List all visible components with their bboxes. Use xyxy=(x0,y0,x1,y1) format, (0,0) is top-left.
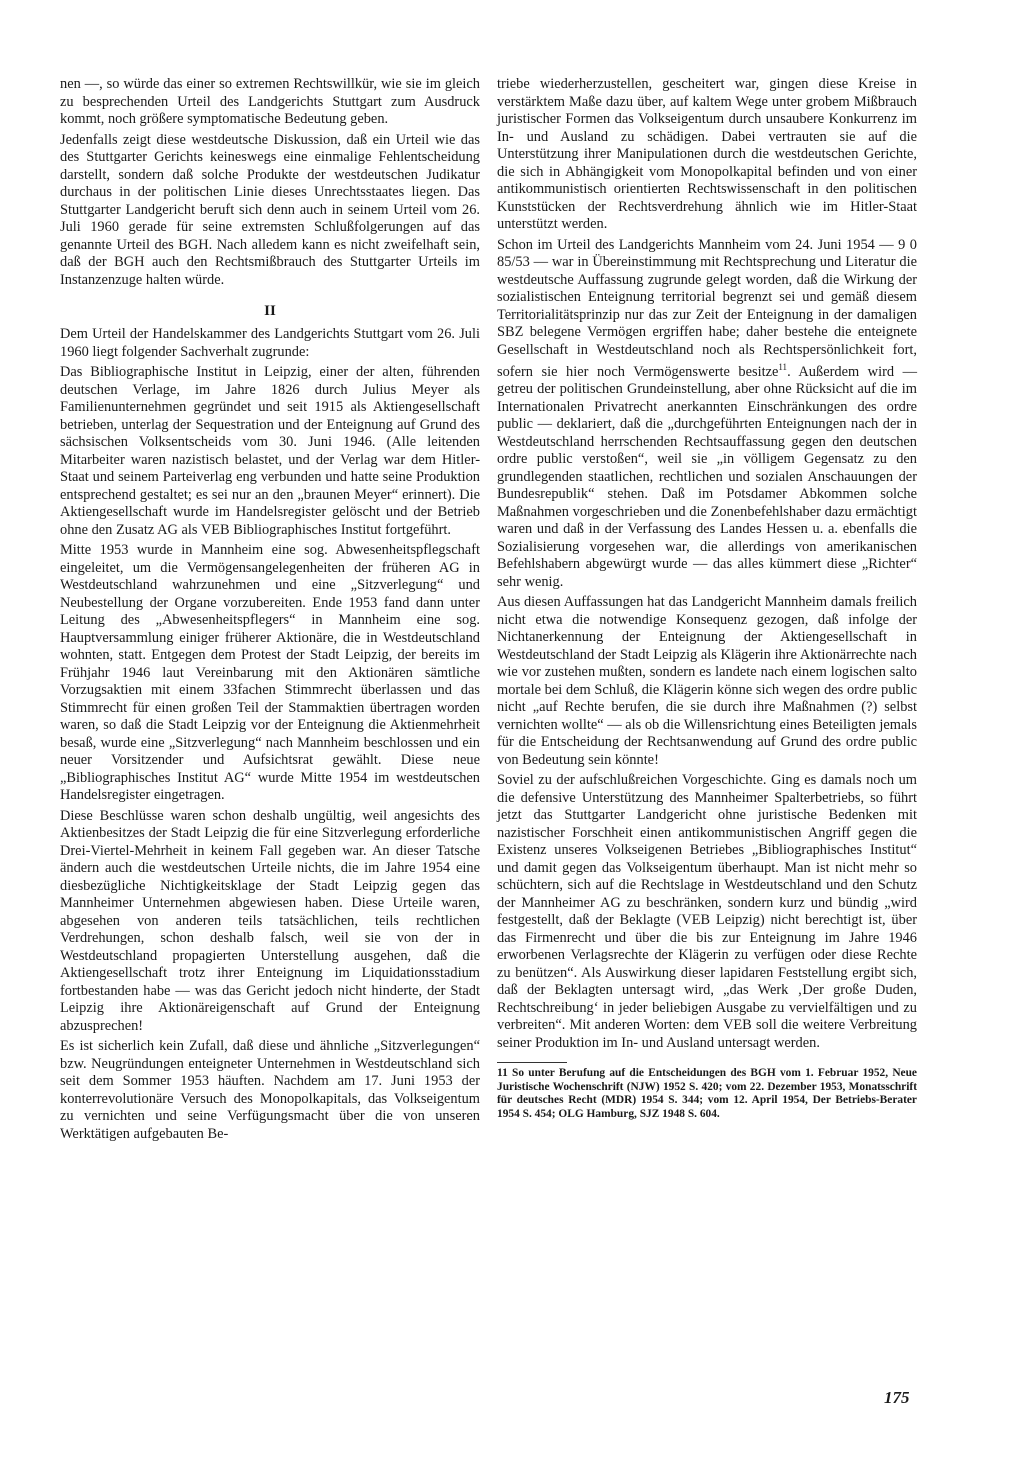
left-column xyxy=(60,76,480,1146)
paragraph: Es ist sicherlich kein Zufall, daß diese und ähnliche „Sitzverlegungen“ bzw. Neugründungen enteigneter Unternehmen in Westdeutschland sich seit dem Sommer 1953 häuften. Nachdem am 17. Juni 1953 der konterrevolutionäre Versuch des Monopolkapitals, das Volkseigentum zu vernichten und seine Verfügungsmacht über die von unseren Werktätigen aufgebauten Be- xyxy=(60,1038,480,1142)
paragraph: nen —, so würde das einer so extremen Rechtswillkür, wie sie im gleich zu besprechenden Urteil des Landgerichts Stuttgart zum Ausdruck kommt, noch größere symptomatische Bedeutung geben. xyxy=(60,76,480,127)
paragraph xyxy=(497,237,917,592)
footnote-divider xyxy=(497,1062,567,1063)
paragraph: Das Bibliographische Institut in Leipzig, einer der alten, führenden deutschen Verlage, im Jahre 1826 durch Julius Meyer als Familienunternehmen gegründet und seit 1915 als Aktiengesellschaft betrieben, unterlag der Sequestration und der Enteignung auf Grund des sächsischen Volksentscheids vom 30. Juni 1946. (Alle leitenden Mitarbeiter waren nazistisch belastet, und der Verlag war dem Hitler-Staat und seinem Parteiverlag eng verbunden und hatte seine Produktion entsprechend gestaltet; es sei nur an den „braunen Meyer“ erinnert). Die Aktiengesellschaft wurde im Handelsregister gelöscht und der Betrieb ohne den Zusatz AG als VEB Bibliographisches Institut fortgeführt. xyxy=(60,364,480,538)
paragraph-text: . Außerdem wird — getreu der politischen Grundeinstellung, aber ohne Rücksicht auf die im Internationalen Privatrecht anerkannten Einschränkungen des ordre public — deklariert, daß die „durchgeführten Enteignungen nach der in Westdeutschland herrschenden Rechtsauffassung gegen den deutschen ordre public verstoßen“, weil sie „in völligem Gegensatz zu den grundlegenden staatlichen, rechtlichen und sozialen Anschauungen der Bundesrepublik“ stehen. Daß im Potsdamer Abkommen solche Maßnahmen vorgeschrieben und die Zonenbefehlshaber dazu ermächtigt waren und daß in der Verfassung des Landes Hessen u. a. ebenfalls die Sozialisierung vorgesehen war, die allerdings von amerikanischen Befehlshabern abgewürgt wurde — das alles kümmert diese „Richter“ sehr wenig. xyxy=(497,363,917,590)
paragraph: Mitte 1953 wurde in Mannheim eine sog. Abwesenheitspflegschaft eingeleitet, um die Vermögensangelegenheiten der früheren AG in Westdeutschland wahrzunehmen und eine „Sitzverlegung“ und Neubestellung der Organe vorzubereiten. Ende 1953 fand dann unter Leitung des „Abwesenheitspflegers“ in Mannheim eine sog. Hauptversammlung einiger früherer Aktionäre, die in Westdeutschland wohnten, statt. Entgegen dem Protest der Stadt Leipzig, der bereits im Frühjahr 1946 laut Vereinbarung mit den Aktionären sämtliche Vorzugsaktien mit einem 33fachen Stimmrecht überlassen und das Stimmrecht für einen großen Teil der Stammaktien übertragen worden waren, so daß die Stadt Leipzig vor der Enteignung die Aktienmehrheit besaß, wurde eine „Sitzverlegung“ nach Mannheim beschlossen und ein neuer Vorsitzender und Aufsichtsrat gewählt. Diese neue „Bibliographisches Institut AG“ wurde Mitte 1954 im westdeutschen Handelsregister eingetragen. xyxy=(60,542,480,803)
page-number: 175 xyxy=(884,1388,910,1407)
paragraph-text: Schon im Urteil des Landgerichts Mannheim vom 24. Juni 1954 — 9 0 85/53 — war in Übereinstimmung mit Rechtsprechung und Literatur die westdeutsche Auffassung zugrunde gelegt worden, daß die Wirkung der sozialistischen Enteignung territorial begrenzt sei und gemäß diesem Territorialitätsprinzip nur das zur Zeit der Enteignung in der damaligen SBZ belegene Vermögen ergriffen habe; daher bestehe die enteignete Gesellschaft in Westdeutschland noch als Rechtspersönlichkeit fort, sofern sie hier noch Vermögenswerte besitze xyxy=(497,236,917,380)
footnote-reference: 11 xyxy=(778,362,788,372)
paragraph: Diese Beschlüsse waren schon deshalb ungültig, weil angesichts des Aktienbesitzes der Stadt Leipzig die für eine Sitzverlegung erforderliche Drei-Viertel-Mehrheit in keinem Fall gegeben war. An dieser Tatsche ändern auch die westdeutschen Urteile nichts, die im Jahre 1954 eine diesbezügliche Nichtigkeitsklage der Stadt Leipzig gegen das Mannheimer Unternehmen abgewiesen haben. Diese Urteile waren, abgesehen von anderen teils tatsächlichen, teils rechtlichen Verdrehungen, schon deshalb falsch, weil sie von der in Westdeutschland propagierten Unterstellung ausgehen, daß die Aktiengesellschaft trotz ihrer Enteignung im Liquidationsstadium fortbestanden habe — was das Gericht jedoch nicht hinderte, der Stadt Leipzig ihre Aktionäreigenschaft auf Grund der Enteignung abzusprechen! xyxy=(60,807,480,1034)
paragraph: Dem Urteil der Handelskammer des Landgerichts Stuttgart vom 26. Juli 1960 liegt folgender Sachverhalt zugrunde: xyxy=(60,326,480,360)
paragraph: Aus diesen Auffassungen hat das Landgericht Mannheim damals freilich nicht etwa die notwendige Konsequenz gezogen, daß infolge der Nichtanerkennung der Enteignung der Aktiengesellschaft in Westdeutschland der Stadt Leipzig als Klägerin ihre Aktionärrechte nach wie vor zustehen mußten, sondern es landete nach einem logischen salto mortale bei dem Schluß, die Klägerin könne sich wegen des ordre public nicht „auf Rechte berufen, die sie durch ihre Maßnahmen (?) selbst vernichten wollte“ — als ob die Willensrichtung eines Beteiligten jemals für die Entscheidung der Rechtsanwendung auf Grund des ordre public von Bedeutung sein könnte! xyxy=(497,594,917,768)
paragraph: Jedenfalls zeigt diese westdeutsche Diskussion, daß ein Urteil wie das des Stuttgarter Gerichts keineswegs eine einmalige Fehlentscheidung darstellt, sondern daß solche Produkte der westdeutschen Judikatur durchaus in der politischen Linie dieses Unrechtsstaates liegen. Das Stuttgarter Landgericht beruft sich denn auch in seinem Urteil vom 26. Juli 1960 gerade für seine extremsten Schlußfolgerungen auf das genannte Urteil des BGH. Nach alledem kann es nicht zweifelhaft sein, daß der BGH auch den Rechtsmißbrauch des Stuttgarter Urteils im Instanzenzuge halten würde. xyxy=(60,131,480,288)
section-heading: II xyxy=(264,303,276,319)
paragraph: Soviel zu der aufschlußreichen Vorgeschichte. Ging es damals noch um die defensive Unterstützung des Mannheimer Spalterbetriebs, so führt jetzt das Stuttgarter Landgericht ohne juristische Bedenken mit nazistischer Forschheit einen antikommunistischen Angriff gegen die Existenz unseres Volkseigenen Betriebes „Bibliographisches Institut“ und damit gegen das Volkseigentum überhaupt. Man ist nicht mehr so schüchtern, sich auf die Rechtslage in Westdeutschland und den Schutz der Mannheimer AG zu beschränken, sondern kurz und bündig „wird festgestellt, daß der Beklagte (VEB Leipzig) nicht berechtigt ist, über das Firmenrecht und über die bis zur Enteignung im Jahre 1946 erworbenen Verlagsrechte der Klägerin zu verfügen oder diese Rechte zu benützen“. Als Auswirkung dieser lapidaren Feststellung ergibt sich, daß der Beklagten untersagt wird, „das Werk ‚Der große Duden, Rechtschreibung‘ in jeder beliebigen Ausgabe zu vervielfältigen und zu verbreiten“. Mit anderen Worten: dem VEB soll die weitere Verbreitung seiner Produktion im In- und Ausland untersagt werden. xyxy=(497,772,917,1051)
footnote: 11 So unter Berufung auf die Entscheidungen des BGH vom 1. Februar 1952, Neue Juristische Wochenschrift (NJW) 1952 S. 420; vom 22. Dezember 1953, Monatsschrift für deutsches Recht (MDR) 1954 S. 344; vom 12. April 1954, Der Betriebs-Berater 1954 S. 454; OLG Hamburg, SJZ 1948 S. 604. xyxy=(497,1067,917,1121)
right-column xyxy=(497,76,917,1122)
paragraph: triebe wiederherzustellen, gescheitert war, gingen diese Kreise in verstärktem Maße dazu über, auf kaltem Wege unter grobem Mißbrauch juristischer Formen das Volkseigentum durch unsaubere Konkurrenz im In- und Ausland zu schädigen. Dabei vertrauten sie auf die Unterstützung ihrer Manipulationen durch die westdeutschen Gerichte, die sich in Abhängigkeit vom Monopolkapital befinden und von einer antikommunistisch orientierten Rechtswissenschaft in den politischen Kunststücken der Rechtsverdrehung ähnlich wie im Hitler-Staat unterstützt werden. xyxy=(497,76,917,232)
